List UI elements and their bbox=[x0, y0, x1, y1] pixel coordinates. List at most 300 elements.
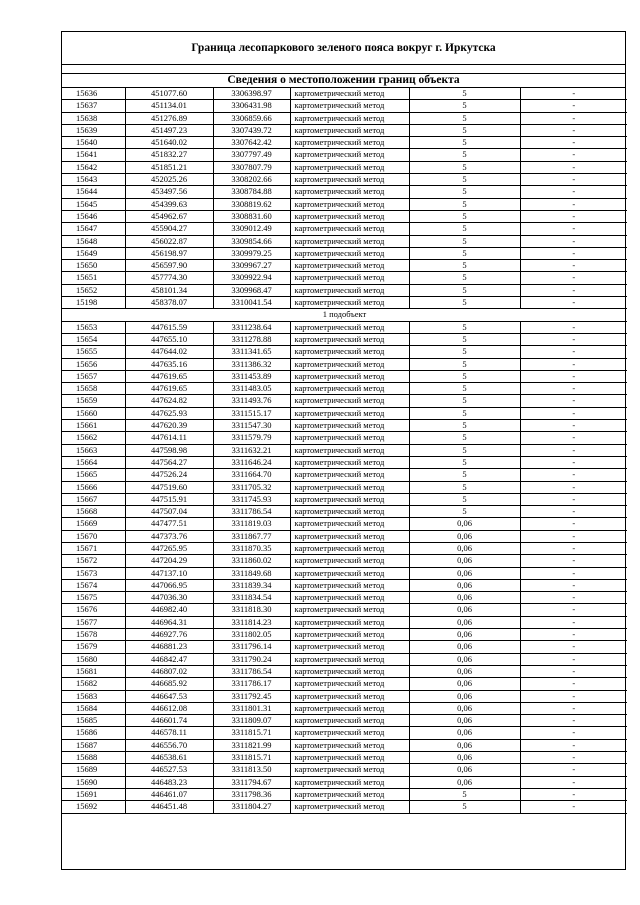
table-row bbox=[62, 653, 627, 665]
accuracy-cell: 5 bbox=[409, 444, 520, 456]
accuracy-cell: 0,06 bbox=[409, 727, 520, 739]
method-cell: картометрический метод bbox=[290, 542, 409, 554]
note-cell: - bbox=[520, 223, 627, 235]
y-coordinate-cell: 3311786.54 bbox=[213, 665, 290, 677]
method-cell: картометрический метод bbox=[290, 752, 409, 764]
table-row bbox=[62, 383, 627, 395]
y-coordinate-cell: 3307642.42 bbox=[213, 137, 290, 149]
x-coordinate-cell: 451497.23 bbox=[125, 124, 213, 136]
x-coordinate-cell: 446527.53 bbox=[125, 764, 213, 776]
accuracy-cell: 5 bbox=[409, 198, 520, 210]
method-cell: картометрический метод bbox=[290, 702, 409, 714]
table-row bbox=[62, 481, 627, 493]
y-coordinate-cell: 3311483.05 bbox=[213, 383, 290, 395]
x-coordinate-cell: 447655.10 bbox=[125, 333, 213, 345]
accuracy-cell: 5 bbox=[409, 100, 520, 112]
x-coordinate-cell: 451832.27 bbox=[125, 149, 213, 161]
table-row bbox=[62, 493, 627, 505]
method-cell: картометрический метод bbox=[290, 592, 409, 604]
table-row bbox=[62, 506, 627, 518]
note-cell: - bbox=[520, 579, 627, 591]
point-number-cell: 15674 bbox=[62, 579, 125, 591]
y-coordinate-cell: 3311515.17 bbox=[213, 407, 290, 419]
x-coordinate-cell: 446685.92 bbox=[125, 678, 213, 690]
note-cell: - bbox=[520, 333, 627, 345]
method-cell: картометрический метод bbox=[290, 247, 409, 259]
y-coordinate-cell: 3311814.23 bbox=[213, 616, 290, 628]
x-coordinate-cell: 458378.07 bbox=[125, 297, 213, 309]
point-number-cell: 15682 bbox=[62, 678, 125, 690]
accuracy-cell: 5 bbox=[409, 407, 520, 419]
y-coordinate-cell: 3311664.70 bbox=[213, 469, 290, 481]
x-coordinate-cell: 451640.02 bbox=[125, 137, 213, 149]
x-coordinate-cell: 446538.61 bbox=[125, 752, 213, 764]
table-row bbox=[62, 788, 627, 800]
accuracy-cell: 5 bbox=[409, 284, 520, 296]
point-number-cell: 15672 bbox=[62, 555, 125, 567]
method-cell: картометрический метод bbox=[290, 788, 409, 800]
accuracy-cell: 5 bbox=[409, 210, 520, 222]
accuracy-cell: 0,06 bbox=[409, 555, 520, 567]
accuracy-cell: 0,06 bbox=[409, 702, 520, 714]
note-cell: - bbox=[520, 702, 627, 714]
method-cell: картометрический метод bbox=[290, 432, 409, 444]
accuracy-cell: 5 bbox=[409, 88, 520, 100]
point-number-cell: 15685 bbox=[62, 715, 125, 727]
y-coordinate-cell: 3308831.60 bbox=[213, 210, 290, 222]
note-cell: - bbox=[520, 690, 627, 702]
accuracy-cell: 5 bbox=[409, 124, 520, 136]
point-number-cell: 15679 bbox=[62, 641, 125, 653]
y-coordinate-cell: 3307439.72 bbox=[213, 124, 290, 136]
y-coordinate-cell: 3311870.35 bbox=[213, 542, 290, 554]
x-coordinate-cell: 447137.10 bbox=[125, 567, 213, 579]
point-number-cell: 15648 bbox=[62, 235, 125, 247]
method-cell: картометрический метод bbox=[290, 506, 409, 518]
y-coordinate-cell: 3311646.24 bbox=[213, 456, 290, 468]
y-coordinate-cell: 3311804.27 bbox=[213, 801, 290, 813]
method-cell: картометрический метод bbox=[290, 210, 409, 222]
point-number-cell: 15659 bbox=[62, 395, 125, 407]
accuracy-cell: 5 bbox=[409, 493, 520, 505]
table-row bbox=[62, 370, 627, 382]
accuracy-cell: 5 bbox=[409, 346, 520, 358]
method-cell: картометрический метод bbox=[290, 358, 409, 370]
x-coordinate-cell: 447036.30 bbox=[125, 592, 213, 604]
accuracy-cell: 0,06 bbox=[409, 616, 520, 628]
accuracy-cell: 5 bbox=[409, 370, 520, 382]
y-coordinate-cell: 3311821.99 bbox=[213, 739, 290, 751]
note-cell: - bbox=[520, 678, 627, 690]
table-row bbox=[62, 333, 627, 345]
accuracy-cell: 5 bbox=[409, 223, 520, 235]
x-coordinate-cell: 446601.74 bbox=[125, 715, 213, 727]
note-cell: - bbox=[520, 260, 627, 272]
x-coordinate-cell: 447477.51 bbox=[125, 518, 213, 530]
point-number-cell: 15655 bbox=[62, 346, 125, 358]
note-cell: - bbox=[520, 604, 627, 616]
point-number-cell: 15660 bbox=[62, 407, 125, 419]
note-cell: - bbox=[520, 358, 627, 370]
accuracy-cell: 5 bbox=[409, 506, 520, 518]
point-number-cell: 15690 bbox=[62, 776, 125, 788]
table-row bbox=[62, 542, 627, 554]
x-coordinate-cell: 446964.31 bbox=[125, 616, 213, 628]
method-cell: картометрический метод bbox=[290, 665, 409, 677]
accuracy-cell: 0,06 bbox=[409, 764, 520, 776]
y-coordinate-cell: 3309854.66 bbox=[213, 235, 290, 247]
method-cell: картометрический метод bbox=[290, 616, 409, 628]
table-row bbox=[62, 260, 627, 272]
table-row bbox=[62, 297, 627, 309]
table-row bbox=[62, 456, 627, 468]
point-number-cell: 15661 bbox=[62, 420, 125, 432]
x-coordinate-cell: 446647.53 bbox=[125, 690, 213, 702]
accuracy-cell: 5 bbox=[409, 395, 520, 407]
accuracy-cell: 5 bbox=[409, 272, 520, 284]
accuracy-cell: 0,06 bbox=[409, 715, 520, 727]
table-row bbox=[62, 752, 627, 764]
y-coordinate-cell: 3311790.24 bbox=[213, 653, 290, 665]
point-number-cell: 15670 bbox=[62, 530, 125, 542]
x-coordinate-cell: 447564.27 bbox=[125, 456, 213, 468]
method-cell: картометрический метод bbox=[290, 198, 409, 210]
x-coordinate-cell: 447614.11 bbox=[125, 432, 213, 444]
method-cell: картометрический метод bbox=[290, 530, 409, 542]
note-cell: - bbox=[520, 346, 627, 358]
x-coordinate-cell: 458101.34 bbox=[125, 284, 213, 296]
point-number-cell: 15646 bbox=[62, 210, 125, 222]
x-coordinate-cell: 451851.21 bbox=[125, 161, 213, 173]
accuracy-cell: 5 bbox=[409, 801, 520, 813]
method-cell: картометрический метод bbox=[290, 456, 409, 468]
method-cell: картометрический метод bbox=[290, 764, 409, 776]
note-cell: - bbox=[520, 764, 627, 776]
y-coordinate-cell: 3311818.30 bbox=[213, 604, 290, 616]
method-cell: картометрический метод bbox=[290, 579, 409, 591]
note-cell: - bbox=[520, 518, 627, 530]
point-number-cell: 15642 bbox=[62, 161, 125, 173]
accuracy-cell: 5 bbox=[409, 235, 520, 247]
note-cell: - bbox=[520, 284, 627, 296]
note-cell: - bbox=[520, 739, 627, 751]
method-cell: картометрический метод bbox=[290, 370, 409, 382]
point-number-cell: 15692 bbox=[62, 801, 125, 813]
note-cell: - bbox=[520, 641, 627, 653]
accuracy-cell: 5 bbox=[409, 161, 520, 173]
method-cell: картометрический метод bbox=[290, 186, 409, 198]
table-row bbox=[62, 235, 627, 247]
note-cell: - bbox=[520, 395, 627, 407]
note-cell: - bbox=[520, 665, 627, 677]
y-coordinate-cell: 3311867.77 bbox=[213, 530, 290, 542]
point-number-cell: 15651 bbox=[62, 272, 125, 284]
y-coordinate-cell: 3311839.34 bbox=[213, 579, 290, 591]
table-row bbox=[62, 124, 627, 136]
accuracy-cell: 5 bbox=[409, 420, 520, 432]
y-coordinate-cell: 3311794.67 bbox=[213, 776, 290, 788]
x-coordinate-cell: 446461.07 bbox=[125, 788, 213, 800]
method-cell: картометрический метод bbox=[290, 174, 409, 186]
accuracy-cell: 5 bbox=[409, 137, 520, 149]
section-title: Сведения о местоположении границ объекта bbox=[62, 74, 625, 88]
table-row bbox=[62, 420, 627, 432]
x-coordinate-cell: 447526.24 bbox=[125, 469, 213, 481]
point-number-cell: 15636 bbox=[62, 88, 125, 100]
accuracy-cell: 5 bbox=[409, 788, 520, 800]
x-coordinate-cell: 456022.87 bbox=[125, 235, 213, 247]
y-coordinate-cell: 3309922.94 bbox=[213, 272, 290, 284]
point-number-cell: 15683 bbox=[62, 690, 125, 702]
point-number-cell: 15656 bbox=[62, 358, 125, 370]
point-number-cell: 15664 bbox=[62, 456, 125, 468]
table-row bbox=[62, 149, 627, 161]
point-number-cell: 15645 bbox=[62, 198, 125, 210]
point-number-cell: 15644 bbox=[62, 186, 125, 198]
accuracy-cell: 0,06 bbox=[409, 776, 520, 788]
point-number-cell: 15675 bbox=[62, 592, 125, 604]
method-cell: картометрический метод bbox=[290, 776, 409, 788]
x-coordinate-cell: 453497.56 bbox=[125, 186, 213, 198]
note-cell: - bbox=[520, 715, 627, 727]
method-cell: картометрический метод bbox=[290, 112, 409, 124]
method-cell: картометрический метод bbox=[290, 678, 409, 690]
table-row bbox=[62, 247, 627, 259]
y-coordinate-cell: 3311238.64 bbox=[213, 321, 290, 333]
accuracy-cell: 0,06 bbox=[409, 653, 520, 665]
point-number-cell: 15657 bbox=[62, 370, 125, 382]
accuracy-cell: 0,06 bbox=[409, 629, 520, 641]
accuracy-cell: 0,06 bbox=[409, 518, 520, 530]
accuracy-cell: 5 bbox=[409, 469, 520, 481]
accuracy-cell: 0,06 bbox=[409, 752, 520, 764]
point-number-cell: 15650 bbox=[62, 260, 125, 272]
table-row bbox=[62, 186, 627, 198]
y-coordinate-cell: 3310041.54 bbox=[213, 297, 290, 309]
point-number-cell: 15649 bbox=[62, 247, 125, 259]
x-coordinate-cell: 457774.30 bbox=[125, 272, 213, 284]
point-number-cell: 15665 bbox=[62, 469, 125, 481]
accuracy-cell: 5 bbox=[409, 260, 520, 272]
method-cell: картометрический метод bbox=[290, 629, 409, 641]
subobject-label: 1 подобъект bbox=[62, 309, 627, 321]
method-cell: картометрический метод bbox=[290, 727, 409, 739]
y-coordinate-cell: 3311834.54 bbox=[213, 592, 290, 604]
x-coordinate-cell: 446451.48 bbox=[125, 801, 213, 813]
accuracy-cell: 0,06 bbox=[409, 690, 520, 702]
point-number-cell: 15686 bbox=[62, 727, 125, 739]
table-row bbox=[62, 284, 627, 296]
y-coordinate-cell: 3306398.97 bbox=[213, 88, 290, 100]
note-cell: - bbox=[520, 456, 627, 468]
x-coordinate-cell: 447373.76 bbox=[125, 530, 213, 542]
table-row bbox=[62, 555, 627, 567]
accuracy-cell: 0,06 bbox=[409, 665, 520, 677]
method-cell: картометрический метод bbox=[290, 407, 409, 419]
method-cell: картометрический метод bbox=[290, 235, 409, 247]
x-coordinate-cell: 447619.65 bbox=[125, 370, 213, 382]
point-number-cell: 15671 bbox=[62, 542, 125, 554]
accuracy-cell: 0,06 bbox=[409, 739, 520, 751]
note-cell: - bbox=[520, 616, 627, 628]
note-cell: - bbox=[520, 407, 627, 419]
note-cell: - bbox=[520, 297, 627, 309]
note-cell: - bbox=[520, 198, 627, 210]
point-number-cell: 15680 bbox=[62, 653, 125, 665]
document-frame bbox=[61, 31, 626, 870]
note-cell: - bbox=[520, 653, 627, 665]
x-coordinate-cell: 446881.23 bbox=[125, 641, 213, 653]
point-number-cell: 15678 bbox=[62, 629, 125, 641]
table-row bbox=[62, 112, 627, 124]
note-cell: - bbox=[520, 776, 627, 788]
note-cell: - bbox=[520, 752, 627, 764]
note-cell: - bbox=[520, 530, 627, 542]
table-row bbox=[62, 579, 627, 591]
table-row bbox=[62, 629, 627, 641]
table-row bbox=[62, 690, 627, 702]
x-coordinate-cell: 452025.26 bbox=[125, 174, 213, 186]
table-row bbox=[62, 530, 627, 542]
table-row bbox=[62, 665, 627, 677]
method-cell: картометрический метод bbox=[290, 395, 409, 407]
point-number-cell: 15689 bbox=[62, 764, 125, 776]
point-number-cell: 15654 bbox=[62, 333, 125, 345]
accuracy-cell: 0,06 bbox=[409, 592, 520, 604]
table-row bbox=[62, 223, 627, 235]
x-coordinate-cell: 447066.95 bbox=[125, 579, 213, 591]
note-cell: - bbox=[520, 493, 627, 505]
accuracy-cell: 5 bbox=[409, 481, 520, 493]
table-row bbox=[62, 321, 627, 333]
accuracy-cell: 0,06 bbox=[409, 678, 520, 690]
point-number-cell: 15688 bbox=[62, 752, 125, 764]
note-cell: - bbox=[520, 137, 627, 149]
accuracy-cell: 0,06 bbox=[409, 567, 520, 579]
point-number-cell: 15669 bbox=[62, 518, 125, 530]
y-coordinate-cell: 3311815.71 bbox=[213, 752, 290, 764]
point-number-cell: 15681 bbox=[62, 665, 125, 677]
table-row bbox=[62, 432, 627, 444]
accuracy-cell: 5 bbox=[409, 149, 520, 161]
note-cell: - bbox=[520, 383, 627, 395]
method-cell: картометрический метод bbox=[290, 604, 409, 616]
point-number-cell: 15658 bbox=[62, 383, 125, 395]
point-number-cell: 15638 bbox=[62, 112, 125, 124]
note-cell: - bbox=[520, 100, 627, 112]
point-number-cell: 15687 bbox=[62, 739, 125, 751]
point-number-cell: 15643 bbox=[62, 174, 125, 186]
method-cell: картометрический метод bbox=[290, 161, 409, 173]
table-row bbox=[62, 346, 627, 358]
x-coordinate-cell: 455904.27 bbox=[125, 223, 213, 235]
note-cell: - bbox=[520, 432, 627, 444]
y-coordinate-cell: 3306431.98 bbox=[213, 100, 290, 112]
y-coordinate-cell: 3309967.27 bbox=[213, 260, 290, 272]
table-row bbox=[62, 137, 627, 149]
y-coordinate-cell: 3311860.02 bbox=[213, 555, 290, 567]
accuracy-cell: 5 bbox=[409, 247, 520, 259]
y-coordinate-cell: 3306859.66 bbox=[213, 112, 290, 124]
method-cell: картометрический метод bbox=[290, 801, 409, 813]
coordinates-table bbox=[62, 88, 627, 814]
x-coordinate-cell: 454962.67 bbox=[125, 210, 213, 222]
method-cell: картометрический метод bbox=[290, 223, 409, 235]
x-coordinate-cell: 446927.76 bbox=[125, 629, 213, 641]
method-cell: картометрический метод bbox=[290, 641, 409, 653]
point-number-cell: 15668 bbox=[62, 506, 125, 518]
note-cell: - bbox=[520, 161, 627, 173]
table-row bbox=[62, 469, 627, 481]
point-number-cell: 15639 bbox=[62, 124, 125, 136]
table-row bbox=[62, 592, 627, 604]
point-number-cell: 15663 bbox=[62, 444, 125, 456]
method-cell: картометрический метод bbox=[290, 88, 409, 100]
x-coordinate-cell: 447204.29 bbox=[125, 555, 213, 567]
x-coordinate-cell: 454399.63 bbox=[125, 198, 213, 210]
x-coordinate-cell: 446578.11 bbox=[125, 727, 213, 739]
accuracy-cell: 0,06 bbox=[409, 542, 520, 554]
method-cell: картометрический метод bbox=[290, 321, 409, 333]
note-cell: - bbox=[520, 174, 627, 186]
note-cell: - bbox=[520, 272, 627, 284]
accuracy-cell: 0,06 bbox=[409, 641, 520, 653]
y-coordinate-cell: 3311815.71 bbox=[213, 727, 290, 739]
y-coordinate-cell: 3308819.62 bbox=[213, 198, 290, 210]
table-row bbox=[62, 198, 627, 210]
y-coordinate-cell: 3311802.05 bbox=[213, 629, 290, 641]
note-cell: - bbox=[520, 506, 627, 518]
table-row bbox=[62, 678, 627, 690]
table-row bbox=[62, 567, 627, 579]
subobject-row bbox=[62, 309, 627, 321]
accuracy-cell: 5 bbox=[409, 174, 520, 186]
y-coordinate-cell: 3311493.76 bbox=[213, 395, 290, 407]
table-row bbox=[62, 702, 627, 714]
accuracy-cell: 0,06 bbox=[409, 530, 520, 542]
table-row bbox=[62, 641, 627, 653]
table-row bbox=[62, 776, 627, 788]
document-title: Граница лесопаркового зеленого пояса вокруг г. Иркутска bbox=[62, 32, 625, 65]
accuracy-cell: 0,06 bbox=[409, 579, 520, 591]
y-coordinate-cell: 3311819.03 bbox=[213, 518, 290, 530]
method-cell: картометрический метод bbox=[290, 493, 409, 505]
y-coordinate-cell: 3311786.17 bbox=[213, 678, 290, 690]
x-coordinate-cell: 446483.23 bbox=[125, 776, 213, 788]
y-coordinate-cell: 3309968.47 bbox=[213, 284, 290, 296]
table-row bbox=[62, 715, 627, 727]
method-cell: картометрический метод bbox=[290, 739, 409, 751]
x-coordinate-cell: 446807.02 bbox=[125, 665, 213, 677]
note-cell: - bbox=[520, 444, 627, 456]
table-row bbox=[62, 604, 627, 616]
note-cell: - bbox=[520, 592, 627, 604]
y-coordinate-cell: 3311278.88 bbox=[213, 333, 290, 345]
note-cell: - bbox=[520, 235, 627, 247]
y-coordinate-cell: 3311632.21 bbox=[213, 444, 290, 456]
note-cell: - bbox=[520, 469, 627, 481]
x-coordinate-cell: 451077.60 bbox=[125, 88, 213, 100]
method-cell: картометрический метод bbox=[290, 383, 409, 395]
method-cell: картометрический метод bbox=[290, 260, 409, 272]
table-row bbox=[62, 407, 627, 419]
method-cell: картометрический метод bbox=[290, 481, 409, 493]
method-cell: картометрический метод bbox=[290, 715, 409, 727]
table-row bbox=[62, 764, 627, 776]
x-coordinate-cell: 447265.95 bbox=[125, 542, 213, 554]
y-coordinate-cell: 3311792.45 bbox=[213, 690, 290, 702]
table-row bbox=[62, 88, 627, 100]
